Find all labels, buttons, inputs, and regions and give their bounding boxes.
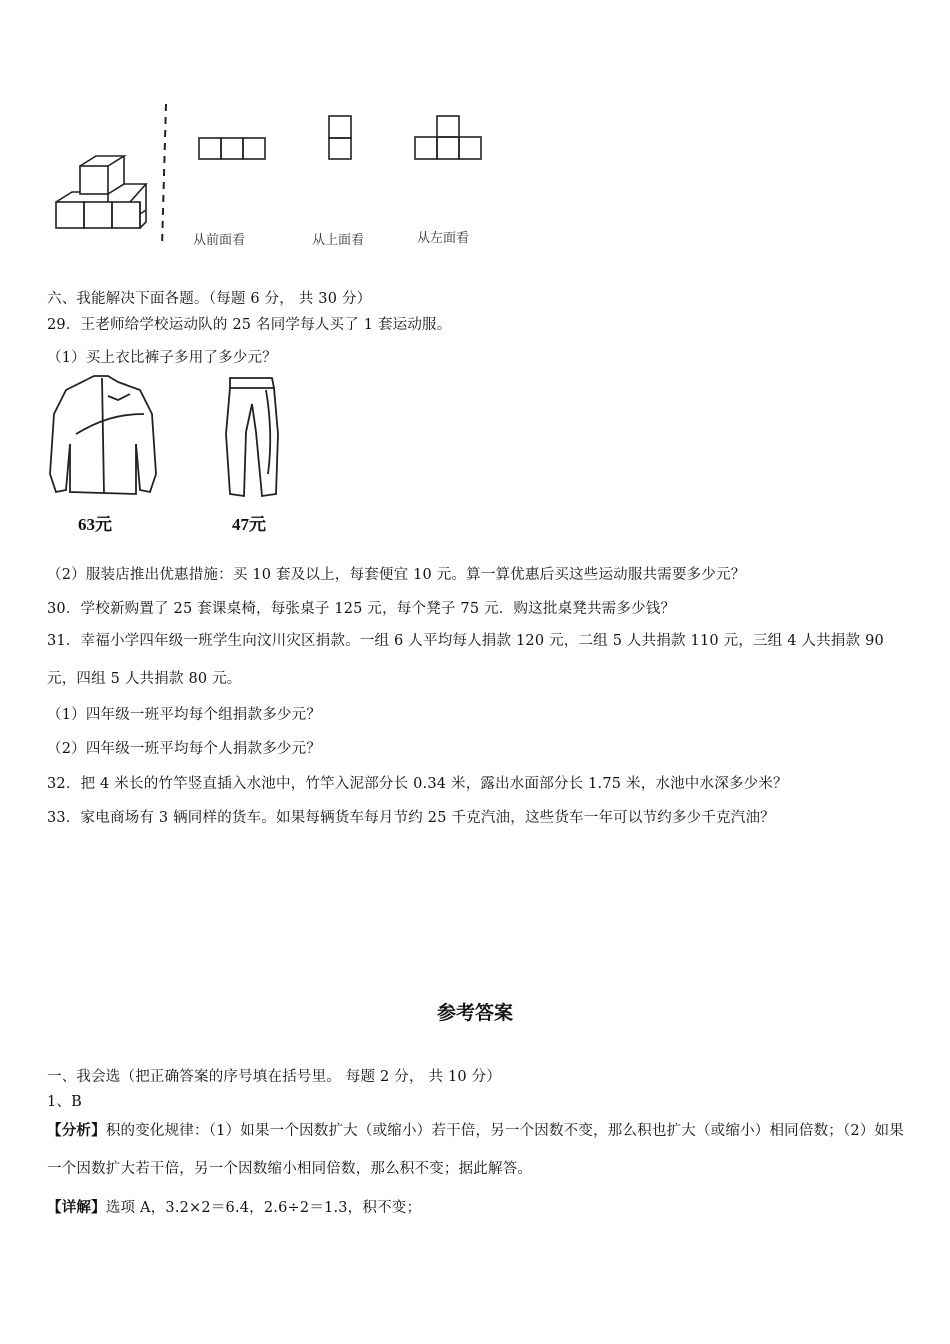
detail-text: 选项 A，3.2×2＝6.4，2.6÷2＝1.3，积不变；	[105, 1200, 422, 1216]
question-29: 29．王老师给学校运动队的 25 名同学每人买了 1 套运动服。	[47, 317, 452, 333]
question-31: 31．幸福小学四年级一班学生向汶川灾区捐款。一组 6 人平均每人捐款 120 元，二组 5 人共捐款 110 元，三组 4 人共捐款 90 元，四组 5 人共捐款 80 元。	[47, 633, 884, 687]
question-33: 33．家电商场有 3 辆同样的货车。如果每辆货车每月节约 25 千克汽油，这些货车一年可以节约多少千克汽油？	[47, 810, 775, 826]
pants-price: 47元	[232, 515, 266, 534]
jacket-illustration	[46, 374, 161, 499]
pants-illustration	[220, 374, 284, 502]
answers-heading: 参考答案	[436, 1002, 513, 1024]
question-29-part-2: （2）服装店推出优惠措施：买 10 套及以上，每套便宜 10 元。算一算优惠后买这些运动服共需要多少元？	[47, 567, 746, 583]
question-29-part-1: （1）买上衣比裤子多用了多少元？	[47, 350, 277, 366]
answers-section-1-title: 一、我会选（把正确答案的序号填在括号里。 每题 2 分， 共 10 分）	[47, 1069, 502, 1085]
caption-front-view: 从前面看	[193, 233, 246, 248]
detail-label: 【详解】	[47, 1199, 106, 1216]
question-30: 30．学校新购置了 25 套课桌椅，每张桌子 125 元，每个凳子 75 元．购这批桌凳共需多少钱？	[47, 601, 676, 617]
question-31-part-2: （2）四年级一班平均每个人捐款多少元？	[47, 741, 322, 757]
answer-1: 1、B	[47, 1094, 82, 1110]
answer-1-analysis	[47, 1112, 907, 1188]
question-32: 32．把 4 米长的竹竿竖直插入水池中，竹竿入泥部分长 0.34 米，露出水面部分长 1.75 米，水池中水深多少米？	[47, 776, 788, 792]
section-6-title: 六、我能解决下面各题。（每题 6 分， 共 30 分）	[47, 291, 372, 307]
jacket-price: 63元	[78, 515, 112, 534]
analysis-label: 【分析】	[47, 1122, 106, 1139]
caption-top-view: 从上面看	[312, 233, 365, 248]
analysis-text: 积的变化规律：（1）如果一个因数扩大（或缩小）若干倍，另一个因数不变，那么积也扩大（或缩小）相同倍数；（2）如果一个因数扩大若干倍，另一个因数缩小相同倍数，那么积不变；据此解答。	[47, 1123, 904, 1177]
caption-left-view: 从左面看	[417, 231, 470, 246]
question-31-part-1: （1）四年级一班平均每个组捐款多少元？	[47, 707, 322, 723]
answer-1-detail	[47, 1196, 421, 1217]
